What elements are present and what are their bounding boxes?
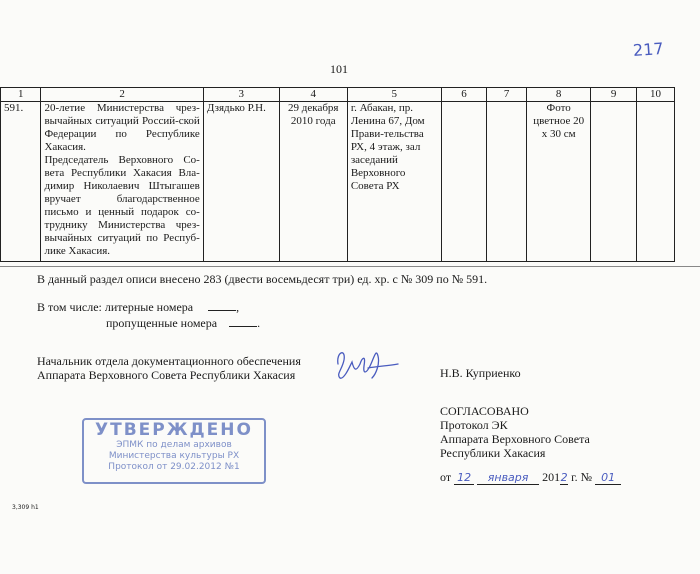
item-date: 29 декабря 2010 года — [279, 102, 347, 262]
signatory-name: Н.В. Куприенко — [440, 366, 521, 380]
header-cell-9: 9 — [591, 88, 637, 102]
position-line1: Начальник отдела документационного обеспечения — [37, 354, 301, 368]
item-number: 591. — [1, 102, 41, 262]
header-cell-7: 7 — [487, 88, 527, 102]
stamp-title: УТВЕРЖДЕНО — [95, 420, 253, 440]
approval-stamp — [82, 418, 266, 484]
stamp-line1: ЭПМК по делам архивов — [116, 440, 232, 450]
approval-date-line — [440, 470, 621, 485]
protocol-number: 01 — [595, 471, 621, 485]
item-author: Дзядько Р.Н. — [203, 102, 279, 262]
year-prefix: 201 — [542, 470, 561, 484]
footer-code: 3,309 h1 — [12, 504, 39, 511]
header-cell-4: 4 — [279, 88, 347, 102]
missing-numbers-line: пропущенные номера . — [106, 316, 261, 330]
header-cell-8: 8 — [527, 88, 591, 102]
missing-numbers-label: пропущенные номера — [106, 316, 218, 330]
header-cell-6: 6 — [441, 88, 487, 102]
handwritten-page-number: 217 — [632, 38, 665, 61]
missing-numbers-blank — [229, 316, 257, 327]
item-col9 — [591, 102, 637, 262]
item-title-para2: Председатель Верховного Со-вета Республики Хакасия Вла-димир Николаевич Штыгашев вручает благодарственное письмо и ценный подарок со-труднику Министерства чрез-вычайных ситуаций по Респуб-лике Хакасия. — [44, 154, 200, 257]
literal-numbers-blank — [208, 300, 236, 311]
page-number: 101 — [330, 62, 348, 76]
horizontal-divider — [0, 266, 700, 267]
table-row — [1, 102, 675, 262]
item-title — [41, 102, 203, 262]
approval-republic: Республики Хакасия — [440, 446, 546, 460]
stamp-line2: Министерства культуры РХ — [108, 451, 240, 461]
header-cell-3: 3 — [203, 88, 279, 102]
handwritten-signature — [332, 344, 400, 384]
literal-numbers-label: В том числе: литерные номера — [37, 300, 194, 314]
table-header-row — [1, 88, 675, 102]
stamp-line3: Протокол от 29.02.2012 №1 — [108, 462, 240, 472]
item-format: Фото цветное 20 х 30 см — [527, 102, 591, 262]
header-cell-10: 10 — [636, 88, 674, 102]
literal-numbers-line: В том числе: литерные номера , — [37, 300, 240, 314]
header-cell-5: 5 — [347, 88, 441, 102]
date-prefix: от — [440, 470, 452, 484]
date-day: 12 — [454, 471, 474, 485]
item-col10 — [636, 102, 674, 262]
item-place: г. Абакан, пр. Ленина 67, Дом Прави-тельства РХ, 4 этаж, зал заседаний Верховного Совета РХ — [347, 102, 441, 262]
number-prefix: г. № — [571, 470, 593, 484]
item-col6 — [441, 102, 487, 262]
position-line2: Аппарата Верховного Совета Республики Хакасия — [37, 368, 296, 382]
item-col7 — [487, 102, 527, 262]
year-digit: 2 — [560, 471, 568, 484]
approval-office: Аппарата Верховного Совета — [440, 432, 590, 446]
header-cell-2: 2 — [41, 88, 203, 102]
header-cell-1: 1 — [1, 88, 41, 102]
approval-protocol: Протокол ЭК — [440, 418, 508, 432]
approval-title: СОГЛАСОВАНО — [440, 404, 529, 418]
inventory-table — [0, 87, 675, 262]
item-title-para1: 20-летие Министерства чрез-вычайных ситуаций Россий-ской Федерации по Республике Хакасия. — [44, 102, 200, 153]
summary-text: В данный раздел описи внесено 283 (двести восемьдесят три) ед. хр. с № 309 по № 591. — [37, 272, 488, 286]
date-month: января — [477, 471, 539, 485]
